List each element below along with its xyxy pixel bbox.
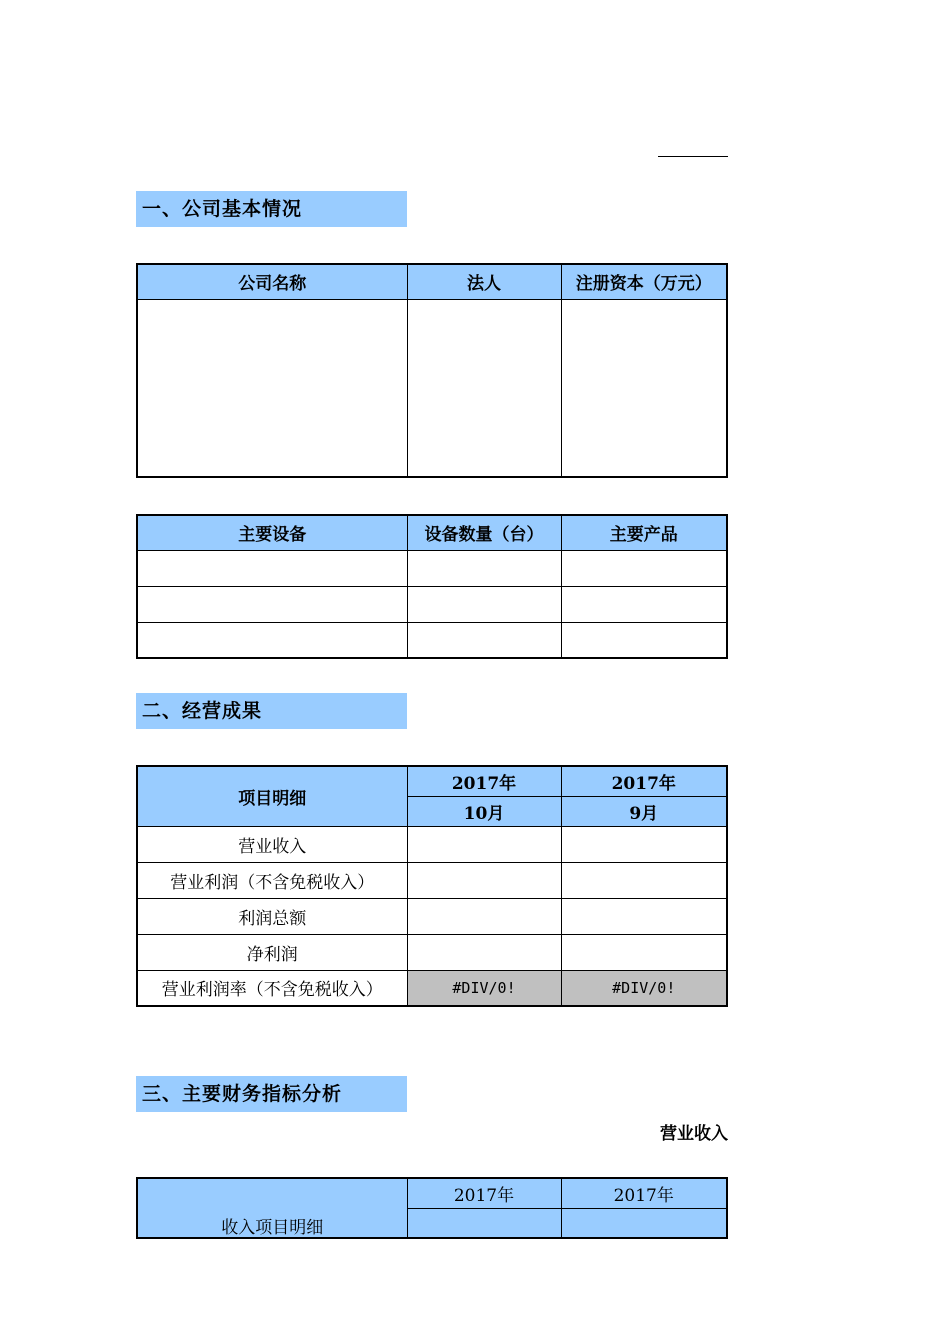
table-cell[interactable] bbox=[137, 586, 407, 622]
table-cell[interactable] bbox=[407, 862, 561, 898]
table-cell[interactable] bbox=[561, 826, 727, 862]
header-col1-month: 10月 bbox=[407, 796, 561, 826]
cell-registered-capital[interactable] bbox=[561, 299, 727, 477]
row-label: 营业收入 bbox=[137, 826, 407, 862]
header-equipment-count: 设备数量（台） bbox=[407, 515, 561, 550]
table-cell[interactable] bbox=[561, 934, 727, 970]
row-label: 营业利润率（不含免税收入） bbox=[137, 970, 407, 1006]
section-title-financial-analysis: 三、主要财务指标分析 bbox=[136, 1076, 407, 1112]
table-cell[interactable] bbox=[407, 622, 561, 658]
top-rule bbox=[658, 156, 728, 157]
operating-results-table bbox=[136, 765, 728, 1007]
header-item-detail: 项目明细 bbox=[137, 766, 407, 826]
table-cell[interactable] bbox=[407, 826, 561, 862]
header-col1-year: 2017年 bbox=[407, 1178, 561, 1208]
row-label: 利润总额 bbox=[137, 898, 407, 934]
revenue-table bbox=[136, 1177, 728, 1239]
header-col2-month: 9月 bbox=[561, 796, 727, 826]
table-cell[interactable] bbox=[561, 550, 727, 586]
section-title-basic-info: 一、公司基本情况 bbox=[136, 191, 407, 227]
row-label: 营业利润（不含免税收入） bbox=[137, 862, 407, 898]
row-label: 净利润 bbox=[137, 934, 407, 970]
table-cell bbox=[407, 1208, 561, 1238]
table-cell[interactable] bbox=[561, 586, 727, 622]
table-cell[interactable] bbox=[407, 934, 561, 970]
table-cell[interactable] bbox=[137, 622, 407, 658]
header-col2-year: 2017年 bbox=[561, 766, 727, 796]
table-cell bbox=[561, 1208, 727, 1238]
table-cell[interactable] bbox=[561, 862, 727, 898]
section-title-operating-results: 二、经营成果 bbox=[136, 693, 407, 729]
table-cell[interactable] bbox=[407, 550, 561, 586]
header-revenue-item: 收入项目明细 bbox=[137, 1178, 407, 1238]
header-col1-year: 2017年 bbox=[407, 766, 561, 796]
cell-legal-person[interactable] bbox=[407, 299, 561, 477]
table-cell[interactable] bbox=[407, 898, 561, 934]
header-main-products: 主要产品 bbox=[561, 515, 727, 550]
header-company-name: 公司名称 bbox=[137, 264, 407, 299]
company-info-table bbox=[136, 263, 728, 478]
table-cell[interactable] bbox=[137, 550, 407, 586]
header-legal-person: 法人 bbox=[407, 264, 561, 299]
error-cell[interactable]: #DIV/0! bbox=[407, 970, 561, 1006]
error-cell[interactable]: #DIV/0! bbox=[561, 970, 727, 1006]
table-cell[interactable] bbox=[561, 898, 727, 934]
cell-company-name[interactable] bbox=[137, 299, 407, 477]
header-col2-year: 2017年 bbox=[561, 1178, 727, 1208]
table-cell[interactable] bbox=[561, 622, 727, 658]
revenue-note: 营业收入 bbox=[660, 1124, 728, 1144]
header-registered-capital: 注册资本（万元） bbox=[561, 264, 727, 299]
equipment-table bbox=[136, 514, 728, 659]
table-cell[interactable] bbox=[407, 586, 561, 622]
header-main-equipment: 主要设备 bbox=[137, 515, 407, 550]
